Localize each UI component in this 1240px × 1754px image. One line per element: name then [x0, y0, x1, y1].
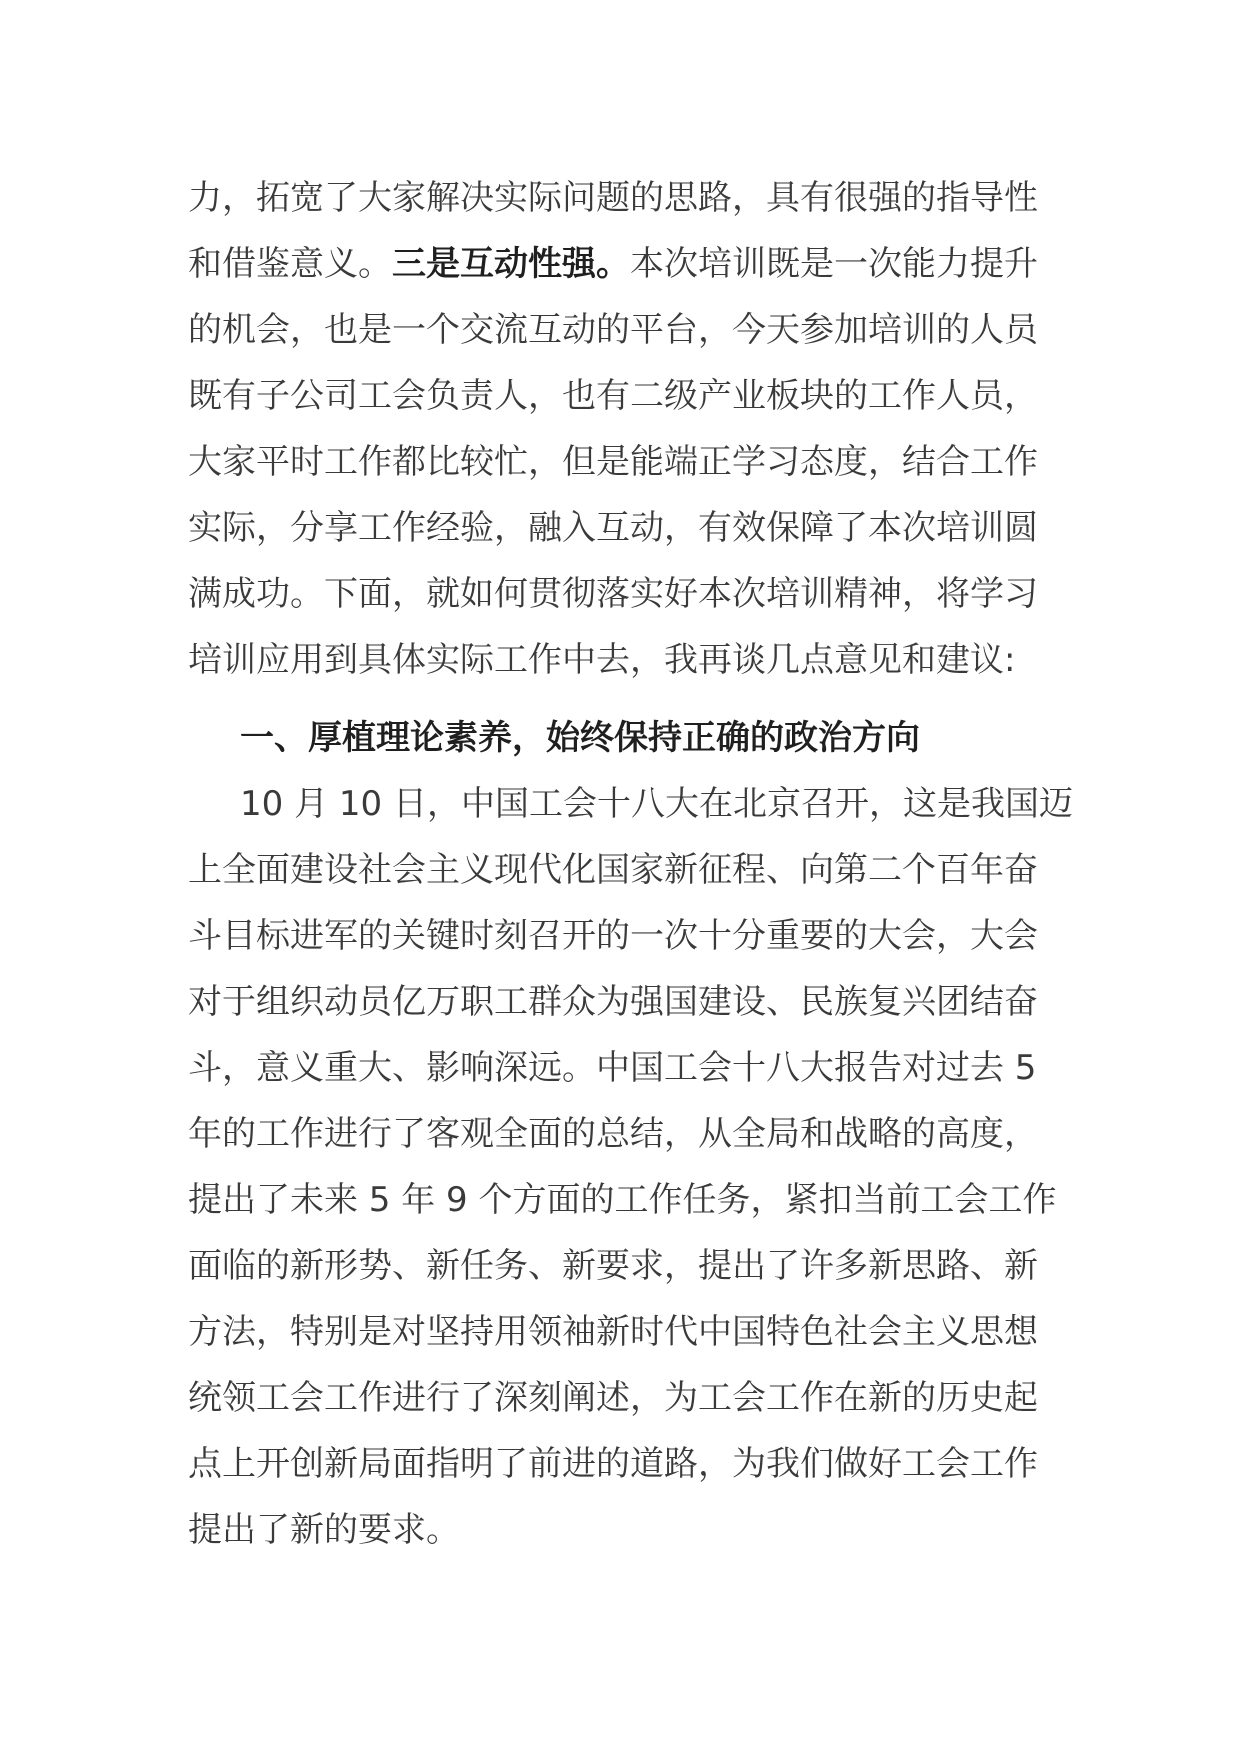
text-line: 年的工作进行了客观全面的总结，从全局和战略的高度，	[188, 1114, 1038, 1154]
text-line: 满成功。下面，就如何贯彻落实好本次培训精神，将学习	[188, 574, 1038, 614]
text-segment: 和借鉴意义。	[188, 244, 392, 284]
text-line: 统领工会工作进行了深刻阐述，为工会工作在新的历史起	[188, 1378, 1038, 1418]
text-line: 点上开创新局面指明了前进的道路，为我们做好工会工作	[188, 1444, 1038, 1484]
text-line: 大家平时工作都比较忙，但是能端正学习态度，结合工作	[188, 442, 1038, 482]
paragraph-1	[188, 165, 1068, 693]
text-line: 面临的新形势、新任务、新要求，提出了许多新思路、新	[188, 1246, 1038, 1286]
text-segment: 本次培训既是一次能力提升	[630, 244, 1038, 284]
text-line: 10 月 10 日，中国工会十八大在北京召开，这是我国迈	[240, 784, 1073, 824]
text-line: 上全面建设社会主义现代化国家新征程、向第二个百年奋	[188, 850, 1038, 890]
document-body	[188, 165, 1073, 1563]
paragraph-2	[188, 771, 1073, 1563]
text-line: 培训应用到具体实际工作中去，我再谈几点意见和建议:	[188, 640, 1016, 680]
text-line: 力，拓宽了大家解决实际问题的思路，具有很强的指导性	[188, 178, 1038, 218]
text-line: 斗目标进军的关键时刻召开的一次十分重要的大会，大会	[188, 916, 1038, 956]
text-line: 对于组织动员亿万职工群众为强国建设、民族复兴团结奋	[188, 982, 1038, 1022]
bold-emphasis: 三是互动性强。	[392, 244, 630, 284]
text-line: 实际，分享工作经验，融入互动，有效保障了本次培训圆	[188, 508, 1038, 548]
text-line: 提出了未来 5 年 9 个方面的工作任务，紧扣当前工会工作	[188, 1180, 1057, 1220]
text-line	[188, 231, 1068, 297]
section-heading: 一、厚植理论素养，始终保持正确的政治方向	[240, 718, 920, 758]
text-line: 方法，特别是对坚持用领袖新时代中国特色社会主义思想	[188, 1312, 1038, 1352]
text-line: 既有子公司工会负责人，也有二级产业板块的工作人员，	[188, 376, 1038, 416]
text-line: 的机会，也是一个交流互动的平台，今天参加培训的人员	[188, 310, 1038, 350]
text-line: 斗，意义重大、影响深远。中国工会十八大报告对过去 5	[188, 1048, 1037, 1088]
text-line: 提出了新的要求。	[188, 1510, 460, 1550]
